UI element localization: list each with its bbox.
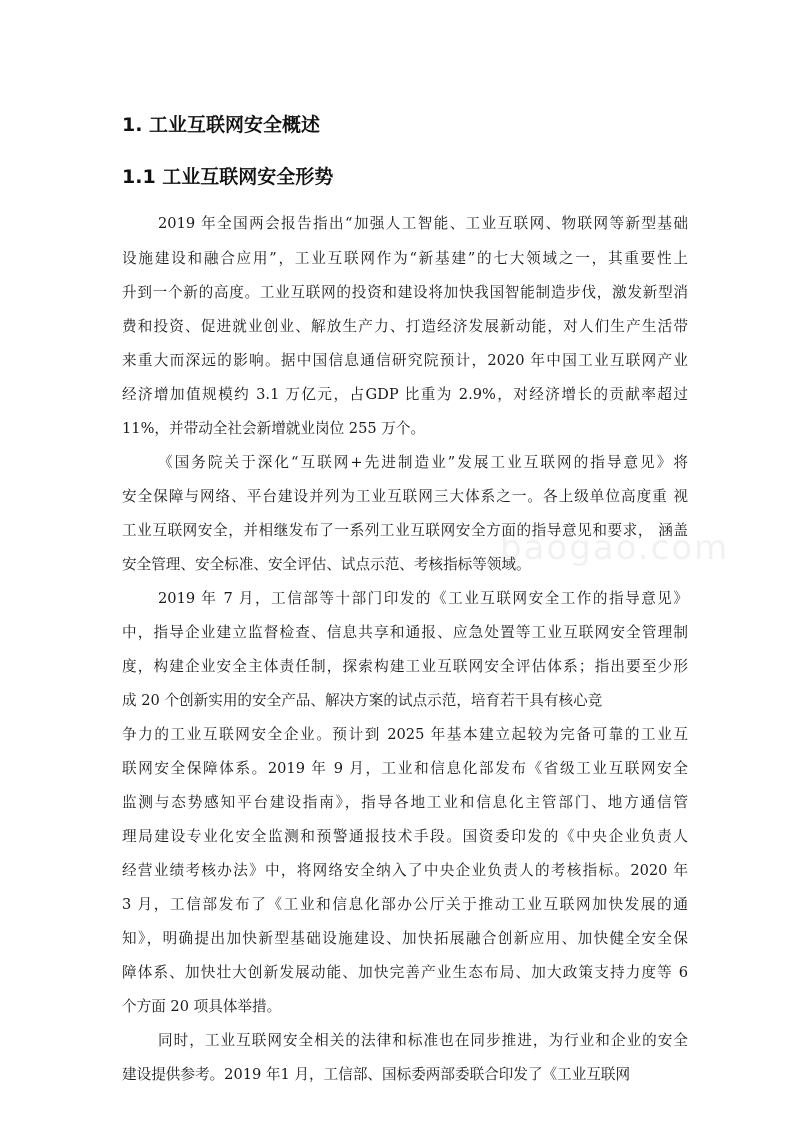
body-line: 设施建设和融合应用”，工业互联网作为“新基建”的七大领域之一，其重要性上 [122,250,688,267]
body-line: 中，指导企业建立监督检查、信息共享和通报、应急处置等工业互联网安全管理制 [122,624,688,641]
body-line: 经济增加值规模约 3.1 万亿元，占GDP 比重为 2.9%，对经济增长的贡献率超过 [122,386,688,403]
body-line: 度，构建企业安全主体责任制，探索构建工业互联网安全评估体系；指出要至少形 [122,658,688,675]
body-line: 2019 年全国两会报告指出“加强人工智能、工业互联网、物联网等新型基础 [158,215,688,232]
body-line: 理局建设专业化安全监测和预警通报技术手段。国资委印发的《中央企业负责人 [122,828,688,845]
body-line: 安全管理、安全标准、安全评估、试点示范、考核指标等领域。 [122,556,531,573]
body-line: 安全保障与网络、平台建设并列为工业互联网三大体系之一。各上级单位高度重 视 [122,488,688,505]
body-line: 费和投资、促进就业创业、解放生产力、打造经济发展新动能，对人们生产生活带 [122,318,688,335]
body-line: 《国务院关于深化“互联网+先进制造业”发展工业互联网的指导意见》将 [158,454,688,471]
body-line: 争力的工业互联网安全企业。预计到 2025 年基本建立起较为完备可靠的工业互 [122,726,688,743]
body-line: 升到一个新的高度。工业互联网的投资和建设将加快我国智能制造步伐，激发新型消 [122,284,688,301]
section-heading-1-1: 1.1 工业互联网安全形势 [122,166,334,188]
body-line: 成 20 个创新实用的安全产品、解决方案的试点示范，培育若干具有核心竞 [122,692,603,709]
section-heading-1: 1. 工业互联网安全概述 [122,114,321,136]
body-line: 2019 年 7 月，工信部等十部门印发的《工业互联网安全工作的指导意见》 [158,590,688,607]
body-line: 同时，工业互联网安全相关的法律和标准也在同步推进，为行业和企业的安全 [158,1032,688,1049]
body-line: 监测与态势感知平台建设指南》，指导各地工业和信息化主管部门、地方通信管 [122,794,688,811]
body-line: 联网安全保障体系。2019 年 9 月，工业和信息化部发布《省级工业互联网安全 [122,760,688,777]
body-line: 知》，明确提出加快新型基础设施建设、加快拓展融合创新应用、加快健全安全保 [122,930,688,947]
watermark: baogao.com [500,528,730,568]
body-line: 来重大而深远的影响。据中国信息通信研究院预计，2020 年中国工业互联网产业 [122,352,688,369]
body-line: 经营业绩考核办法》中，将网络安全纳入了中央企业负责人的考核指标。2020 年 [122,862,688,879]
body-line: 工业互联网安全，并相继发布了一系列工业互联网安全方面的指导意见和要求， 涵盖 [122,522,688,539]
body-line: 3 月，工信部发布了《工业和信息化部办公厅关于推动工业互联网加快发展的通 [122,896,688,913]
body-line: 11%，并带动全社会新增就业岗位 255 万个。 [122,420,426,437]
body-line: 障体系、加快壮大创新发展动能、加快完善产业生态布局、加大政策支持力度等 6 [122,964,688,981]
body-line: 建设提供参考。2019 年1 月，工信部、国标委两部委联合印发了《工业互联网 [122,1066,631,1083]
body-line: 个方面 20 项具体举措。 [122,998,282,1015]
